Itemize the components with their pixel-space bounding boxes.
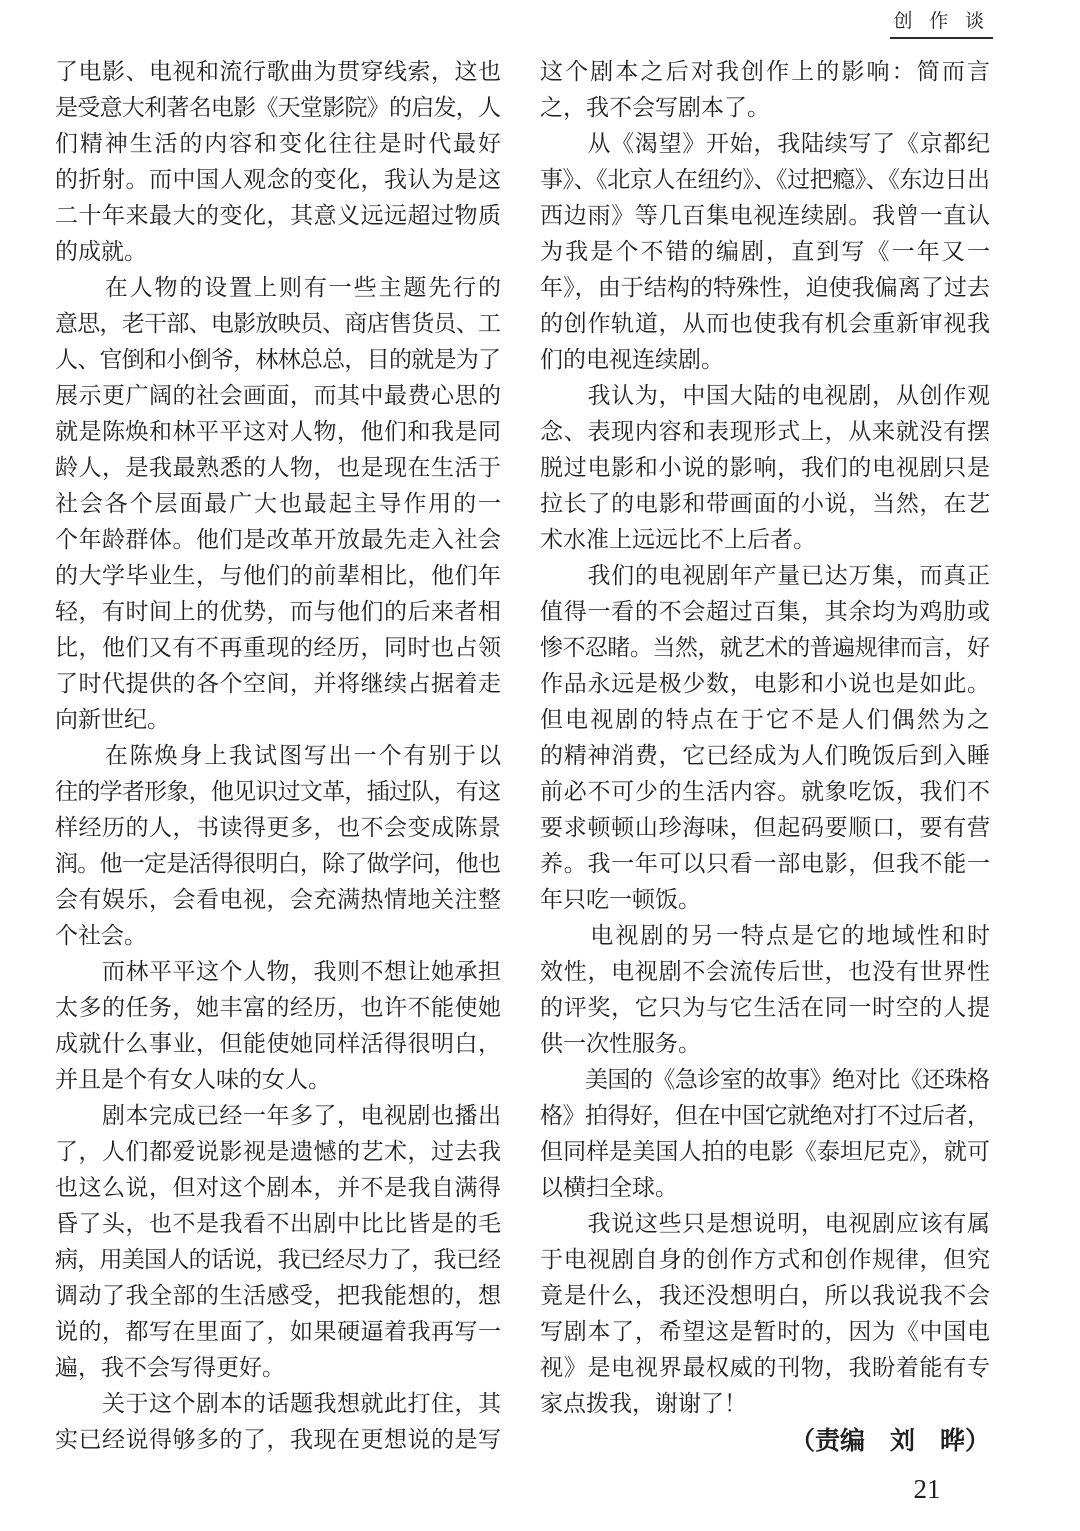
text-line: 剧本完成已经一年多了，电视剧也播出 (55, 1103, 502, 1128)
text-line: 从《渴望》开始，我陆续写了《京都纪 (540, 131, 991, 156)
text-line: 竟是什么，我还没想明白，所以我说我不会 (540, 1283, 991, 1308)
right-text-column (540, 54, 993, 1422)
text-line: 我们的电视剧年产量已达万集，而真正 (540, 563, 991, 588)
text-line: 了，人们都爱说影视是遗憾的艺术，过去我 (55, 1139, 502, 1164)
text-line: 是受意大利著名电影《天堂影院》的启发，人 (55, 95, 501, 120)
text-line: 了电影、电视和流行歌曲为贯穿线索，这也 (55, 59, 502, 84)
text-line: 于电视剧自身的创作方式和创作规律，但究 (540, 1247, 991, 1272)
text-line: 养。我一年可以只看一部电影，但我不能一 (540, 851, 991, 876)
text-line: 比，他们又有不再重现的经历，同时也占领 (55, 635, 502, 660)
text-line: 的成就。 (55, 239, 147, 264)
text-line: 前必不可少的生活内容。就象吃饭，我们不 (540, 779, 991, 804)
text-line: 昏了头，也不是我看不出剧中比比皆是的毛 (55, 1211, 502, 1236)
text-line: 家点拨我，谢谢了！ (540, 1391, 747, 1416)
text-line: 病，用美国人的话说，我已经尽力了，我已经 (55, 1247, 501, 1272)
text-line: 个年龄群体。他们是改革开放最先走入社会 (55, 527, 502, 552)
text-line: 的折射。而中国人观念的变化，我认为是这 (55, 167, 502, 192)
section-title: 创 作 谈 (893, 11, 990, 32)
text-line: 实已经说得够多的了，我现在更想说的是写 (55, 1427, 502, 1452)
text-line: 说的，都写在里面了，如果硬逼着我再写一 (55, 1319, 502, 1344)
text-line: 这个剧本之后对我创作上的影响：简而言 (540, 59, 993, 84)
text-line: 要求顿顿山珍海味，但起码要顺口，要有营 (540, 815, 991, 840)
text-line: 作品永远是极少数，电影和小说也是如此。 (540, 671, 991, 696)
text-line: 事》、《北京人在纽约》、《过把瘾》、《东边日出 (540, 167, 990, 192)
text-line: 值得一看的不会超过百集，其余均为鸡肋或 (540, 599, 991, 624)
text-line: 电视剧的另一特点是它的地域性和时 (540, 923, 993, 948)
text-line: 遍，我不会写得更好。 (55, 1355, 285, 1380)
text-line: 了时代提供的各个空间，并将继续占据着走 (55, 671, 502, 696)
text-line: 并且是个有女人味的女人。 (55, 1067, 331, 1092)
text-line: 个社会。 (55, 923, 147, 948)
text-line: 写剧本了，希望这是暂时的，因为《中国电 (540, 1319, 991, 1344)
text-line: 术水准上远远比不上后者。 (540, 527, 816, 552)
text-line: 润。他一定是活得很明白，除了做学问，他也 (55, 851, 501, 876)
text-line: 太多的任务，她丰富的经历，也许不能使她 (55, 995, 502, 1020)
text-line: 的精神消费，它已经成为人们晚饭后到入睡 (540, 743, 991, 768)
text-line: 往的学者形象，他见识过文革，插过队，有这 (55, 779, 501, 804)
text-line: 美国的《急诊室的故事》绝对比《还珠格 (540, 1067, 990, 1092)
text-line: 供一次性服务。 (540, 1031, 701, 1056)
text-line: 们的电视连续剧。 (540, 347, 724, 372)
text-line: 脱过电影和小说的影响，我们的电视剧只是 (540, 455, 991, 480)
text-line: 的评奖，它只为与它生活在同一时空的人提 (540, 995, 991, 1020)
text-line: 年》，由于结构的特殊性，迫使我偏离了过去 (540, 275, 991, 300)
text-line: 但同样是美国人拍的电影《泰坦尼克》，就可 (540, 1139, 991, 1164)
text-line: 惨不忍睹。当然，就艺术的普遍规律而言，好 (540, 635, 990, 660)
text-line: 调动了我全部的生活感受，把我能想的，想 (55, 1283, 502, 1308)
editor-byline: （责编 刘 晔） (789, 1428, 990, 1455)
text-line: 会有娱乐，会看电视，会充满热情地关注整 (55, 887, 502, 912)
text-line: 样经历的人，书读得更多，也不会变成陈景 (55, 815, 502, 840)
text-line: 在人物的设置上则有一些主题先行的 (55, 275, 503, 300)
text-line: 我认为，中国大陆的电视剧，从创作观 (540, 383, 991, 408)
text-line: 关于这个剧本的话题我想就此打住，其 (55, 1391, 502, 1416)
text-line: 人、官倒和小倒爷，林林总总，目的就是为了 (55, 347, 501, 372)
text-line: 的大学毕业生，与他们的前辈相比，他们年 (55, 563, 502, 588)
text-line: 效性，电视剧不会流传后世，也没有世界性 (540, 959, 991, 984)
text-line: 而林平平这个人物，我则不想让她承担 (55, 959, 502, 984)
text-line: 在陈焕身上我试图写出一个有别于以 (55, 743, 503, 768)
section-header (890, 6, 993, 39)
text-line: 以横扫全球。 (540, 1175, 678, 1200)
text-line: 拉长了的电影和带画面的小说，当然，在艺 (540, 491, 991, 516)
text-line: 我说这些只是想说明，电视剧应该有属 (540, 1211, 991, 1236)
text-line: 的创作轨道，从而也使我有机会重新审视我 (540, 311, 991, 336)
text-line: 格》拍得好，但在中国它就绝对打不过后者， (540, 1103, 990, 1128)
text-line: 就是陈焕和林平平这对人物，他们和我是同 (55, 419, 502, 444)
text-line: 轻，有时间上的优势，而与他们的后来者相 (55, 599, 502, 624)
text-line: 念、表现内容和表现形式上，从来就没有摆 (540, 419, 991, 444)
text-line: 社会各个层面最广大也最起主导作用的一 (55, 491, 503, 516)
page-number: 21 (913, 1474, 941, 1504)
text-line: 们精神生活的内容和变化往往是时代最好 (55, 131, 503, 156)
text-line: 视》是电视界最权威的刊物，我盼着能有专 (540, 1355, 991, 1380)
text-line: 但电视剧的特点在于它不是人们偶然为之 (540, 707, 993, 732)
text-line: 之，我不会写剧本了。 (540, 95, 770, 120)
text-line: 展示更广阔的社会画面，而其中最费心思的 (55, 383, 502, 408)
text-line: 向新世纪。 (55, 707, 170, 732)
text-line: 意思，老干部、电影放映员、商店售货员、工 (55, 311, 501, 336)
text-line: 西边雨》等几百集电视连续剧。我曾一直认 (540, 203, 991, 228)
text-line: 年只吃一顿饭。 (540, 887, 701, 912)
text-line: 也这么说，但对这个剧本，并不是我自满得 (55, 1175, 502, 1200)
left-text-column (55, 54, 501, 1458)
text-line: 成就什么事业，但能使她同样活得很明白， (55, 1031, 502, 1056)
text-line: 二十年来最大的变化，其意义远远超过物质 (55, 203, 502, 228)
text-line: 龄人，是我最熟悉的人物，也是现在生活于 (55, 455, 502, 480)
text-line: 为我是个不错的编剧，直到写《一年又一 (540, 239, 993, 264)
